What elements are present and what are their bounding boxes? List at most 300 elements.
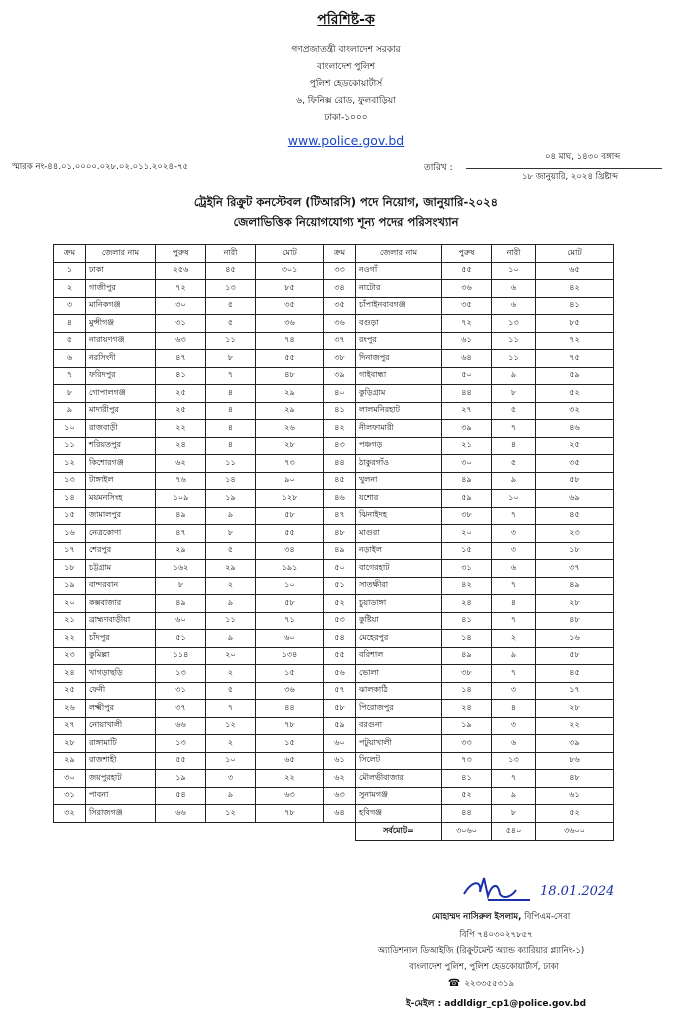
cell-serial-2: ৫২ <box>324 595 356 613</box>
table-row <box>54 805 614 823</box>
cell-female-2: ৭ <box>492 612 536 630</box>
cell-female: ৮ <box>206 525 256 543</box>
cell-total: ৩৬ <box>256 682 324 700</box>
cell-district-2: বরগুনা <box>356 717 442 735</box>
cell-female: ১৩ <box>206 280 256 298</box>
phone-number: ২২৩৩৫৫৩১৯ <box>464 979 515 989</box>
cell-district: বান্দরবান <box>86 577 156 595</box>
cell-total-2: ৪৯ <box>536 577 614 595</box>
cell-serial: ৩১ <box>54 787 86 805</box>
cell-male: ৪৯ <box>156 507 206 525</box>
cell-male: ২৫৬ <box>156 262 206 280</box>
table-row <box>54 665 614 683</box>
header-line-address: ৬, ফিনিক্স রোড, ফুলবাড়িয়া <box>296 96 396 106</box>
cell-total: ৭৮ <box>256 805 324 823</box>
cell-district-2: খুলনা <box>356 472 442 490</box>
cell-total-2: ৩২ <box>536 402 614 420</box>
cell-district-2: বগুড়া <box>356 315 442 333</box>
cell-district-2: কুড়িগ্রাম <box>356 385 442 403</box>
cell-female-2: ৮ <box>492 385 536 403</box>
table-row <box>54 437 614 455</box>
cell-serial: ২৬ <box>54 700 86 718</box>
cell-female: ২ <box>206 665 256 683</box>
date-gregorian: ১৮ জানুয়ারি, ২০২৪ খ্রিষ্টাব্দ <box>522 172 618 182</box>
cell-district-2: মৌলভীবাজার <box>356 770 442 788</box>
cell-female: ১১ <box>206 332 256 350</box>
cell-serial-2: ৫৩ <box>324 612 356 630</box>
cell-male: ৫১ <box>156 630 206 648</box>
cell-male: ২৫ <box>156 402 206 420</box>
cell-total-2: ৮৬ <box>536 752 614 770</box>
cell-serial-2: ৬৪ <box>324 805 356 823</box>
phone-icon: ☎ <box>447 978 461 989</box>
table-row <box>54 367 614 385</box>
cell-female: ৫ <box>206 315 256 333</box>
cell-total: ১৯১ <box>256 560 324 578</box>
col-header-serial-2: ক্রম <box>324 245 356 263</box>
signatory-office: বাংলাদেশ পুলিশ, পুলিশ হেডকোয়ার্টার্স, ঢাকা <box>409 962 559 972</box>
cell-male: ৬৩ <box>156 332 206 350</box>
cell-total: ৬০ <box>256 630 324 648</box>
cell-female: ১১ <box>206 612 256 630</box>
table-row <box>54 542 614 560</box>
cell-district: চাঁদপুর <box>86 630 156 648</box>
cell-total: ৪৮ <box>256 367 324 385</box>
cell-serial: ৬ <box>54 350 86 368</box>
cell-male: ৩৭ <box>156 700 206 718</box>
cell-total-2: ৫৯ <box>536 367 614 385</box>
cell-district: শেরপুর <box>86 542 156 560</box>
cell-district: কক্সবাজার <box>86 595 156 613</box>
cell-total-2: ৫৮ <box>536 647 614 665</box>
cell-female-2: ৬ <box>492 735 536 753</box>
cell-male: ২২ <box>156 420 206 438</box>
cell-district: নরসিংদী <box>86 350 156 368</box>
table-row <box>54 280 614 298</box>
cell-total: ২২ <box>256 770 324 788</box>
cell-female: ১৯ <box>206 490 256 508</box>
cell-female-2: ৪ <box>492 700 536 718</box>
cell-female-2: ৩ <box>492 542 536 560</box>
cell-male-2: ৪৯ <box>442 647 492 665</box>
cell-serial: ১১ <box>54 437 86 455</box>
cell-district: মানিকগঞ্জ <box>86 297 156 315</box>
cell-male-2: ২০ <box>442 525 492 543</box>
cell-female-2: ৭ <box>492 507 536 525</box>
cell-district-2: ঝালকাঠি <box>356 682 442 700</box>
cell-serial-2: ৩৫ <box>324 297 356 315</box>
cell-district-2: পঞ্চগড় <box>356 437 442 455</box>
cell-male-2: ২৪ <box>442 700 492 718</box>
total-label: সর্বমোট= <box>356 822 442 840</box>
cell-total: ৫৮ <box>256 595 324 613</box>
cell-total-2: ১৭ <box>536 682 614 700</box>
cell-total-2: ৮৫ <box>536 315 614 333</box>
cell-male-2: ৭৩ <box>442 752 492 770</box>
cell-male-2: ৫০ <box>442 367 492 385</box>
cell-female: ৭ <box>206 700 256 718</box>
cell-female-2: ৫ <box>492 455 536 473</box>
cell-serial-2: ৩৭ <box>324 332 356 350</box>
cell-female: ৩ <box>206 770 256 788</box>
cell-total-2: ২৮ <box>536 700 614 718</box>
cell-serial: ৩২ <box>54 805 86 823</box>
cell-male-2: ৬১ <box>442 332 492 350</box>
cell-male: ৫৪ <box>156 787 206 805</box>
cell-district: কিশোরগঞ্জ <box>86 455 156 473</box>
cell-male-2: ৩৩ <box>442 735 492 753</box>
cell-total-2: ৬৫ <box>536 262 614 280</box>
cell-serial: ১৫ <box>54 507 86 525</box>
cell-female-2: ৬ <box>492 560 536 578</box>
cell-total-2: ৩৫ <box>536 455 614 473</box>
cell-female-2: ৯ <box>492 787 536 805</box>
cell-male-2: ৩৯ <box>442 420 492 438</box>
cell-female-2: ৯ <box>492 472 536 490</box>
cell-total-2: ৫২ <box>536 385 614 403</box>
cell-district: রাজবাড়ী <box>86 420 156 438</box>
cell-serial: ১০ <box>54 420 86 438</box>
cell-serial: ৯ <box>54 402 86 420</box>
cell-total: ৩০১ <box>256 262 324 280</box>
cell-female: ৪ <box>206 437 256 455</box>
cell-female-2: ৩ <box>492 717 536 735</box>
cell-male: ৬৬ <box>156 805 206 823</box>
cell-serial: ১৪ <box>54 490 86 508</box>
table-row <box>54 735 614 753</box>
cell-total: ৬৫ <box>256 752 324 770</box>
cell-female-2: ৮ <box>492 805 536 823</box>
cell-district: গোপালগঞ্জ <box>86 385 156 403</box>
cell-male: ২৪ <box>156 437 206 455</box>
cell-total-2: ২৫ <box>536 437 614 455</box>
cell-serial-2: ৪৬ <box>324 490 356 508</box>
cell-total: ২৯ <box>256 402 324 420</box>
cell-male: ৭২ <box>156 280 206 298</box>
heading-recruitment: ট্রেইনি রিক্রুট কনস্টেবল (টিআরসি) পদে নিয়োগ, জানুয়ারি-২০২৪ <box>193 195 499 209</box>
cell-male-2: ১৯ <box>442 717 492 735</box>
cell-serial: ৭ <box>54 367 86 385</box>
website-link[interactable]: www.police.gov.bd <box>287 133 405 148</box>
table-row <box>54 630 614 648</box>
cell-serial: ২৮ <box>54 735 86 753</box>
cell-serial-2: ৫৪ <box>324 630 356 648</box>
cell-female-2: ৭ <box>492 770 536 788</box>
cell-district-2: রংপুর <box>356 332 442 350</box>
cell-male-2: ২৭ <box>442 402 492 420</box>
cell-male-2: ৩৬ <box>442 280 492 298</box>
date-divider <box>466 168 662 169</box>
cell-serial-2: ৩৮ <box>324 350 356 368</box>
table-row <box>54 490 614 508</box>
cell-total-2: ৪৬ <box>536 420 614 438</box>
cell-district-2: মাগুরা <box>356 525 442 543</box>
cell-district: ব্রাহ্মণবাড়ীয়া <box>86 612 156 630</box>
cell-female: ১২ <box>206 717 256 735</box>
cell-serial-2: ৪৯ <box>324 542 356 560</box>
cell-female: ৪ <box>206 402 256 420</box>
cell-male: ১৩ <box>156 735 206 753</box>
cell-female: ২০ <box>206 647 256 665</box>
cell-male-2: ২৪ <box>442 595 492 613</box>
cell-district-2: যশোর <box>356 490 442 508</box>
signatory-name-text: মোহাম্মদ নাসিরুল ইসলাম, <box>431 912 522 922</box>
cell-district-2: গাইবান্ধা <box>356 367 442 385</box>
signatory-name <box>155 910 692 924</box>
cell-serial-2: ৫৭ <box>324 682 356 700</box>
total-male: ৩০৬০ <box>442 822 492 840</box>
cell-serial: ২৩ <box>54 647 86 665</box>
table-row <box>54 787 614 805</box>
header-line-city: ঢাকা-১০০০ <box>324 113 368 123</box>
cell-female-2: ৯ <box>492 647 536 665</box>
cell-serial-2: ৪১ <box>324 402 356 420</box>
cell-male: ৪৭ <box>156 350 206 368</box>
cell-serial-2: ৫৬ <box>324 665 356 683</box>
cell-district: নোয়াখালী <box>86 717 156 735</box>
cell-total-2: ১৬ <box>536 630 614 648</box>
cell-total: ১৩৪ <box>256 647 324 665</box>
table-row <box>54 455 614 473</box>
signatory-email[interactable]: ই-মেইল : addldigr_cp1@police.gov.bd <box>405 999 587 1009</box>
cell-serial-2: ৪৮ <box>324 525 356 543</box>
cell-serial: ৩ <box>54 297 86 315</box>
cell-female: ১২ <box>206 805 256 823</box>
cell-serial-2: ৪৩ <box>324 437 356 455</box>
cell-serial: ২৯ <box>54 752 86 770</box>
cell-district-2: সুনামগঞ্জ <box>356 787 442 805</box>
cell-district: মাদারীপুর <box>86 402 156 420</box>
cell-male: ৬৬ <box>156 717 206 735</box>
cell-total-2: ৫২ <box>536 805 614 823</box>
cell-district: জামালপুর <box>86 507 156 525</box>
cell-female: ৭ <box>206 367 256 385</box>
cell-district: রাঙ্গামাটি <box>86 735 156 753</box>
cell-female-2: ৭ <box>492 420 536 438</box>
cell-male: ৭৬ <box>156 472 206 490</box>
cell-district-2: পিরোজপুর <box>356 700 442 718</box>
cell-female: ২ <box>206 735 256 753</box>
date-bangla: ০৪ মাঘ, ১৪৩০ বঙ্গাব্দ <box>545 152 621 162</box>
cell-male: ৪৭ <box>156 525 206 543</box>
col-header-serial: ক্রম <box>54 245 86 263</box>
cell-female-2: ৬ <box>492 280 536 298</box>
cell-total-2: ৩৭ <box>536 560 614 578</box>
cell-female-2: ১০ <box>492 262 536 280</box>
cell-male: ৩১ <box>156 315 206 333</box>
table-row <box>54 315 614 333</box>
table-row <box>54 262 614 280</box>
cell-district: খাগড়াছড়ি <box>86 665 156 683</box>
cell-district: পাবনা <box>86 787 156 805</box>
cell-male-2: ৫৯ <box>442 490 492 508</box>
cell-female: ২৯ <box>206 560 256 578</box>
cell-serial-2: ৪৭ <box>324 507 356 525</box>
cell-male-2: ১৪ <box>442 630 492 648</box>
cell-male-2: ৩১ <box>442 560 492 578</box>
cell-male: ৫৫ <box>156 752 206 770</box>
cell-district: ময়মনসিংহ <box>86 490 156 508</box>
cell-total-2: ৪৮ <box>536 612 614 630</box>
table-row <box>54 525 614 543</box>
cell-serial: ৮ <box>54 385 86 403</box>
cell-female: ৯ <box>206 787 256 805</box>
cell-district-2: সিলেট <box>356 752 442 770</box>
cell-female-2: ৩ <box>492 525 536 543</box>
cell-serial: ২৫ <box>54 682 86 700</box>
office-header <box>0 42 692 127</box>
vacancy-table <box>53 244 614 841</box>
cell-female-2: ৫ <box>492 402 536 420</box>
cell-serial-2: ৪৫ <box>324 472 356 490</box>
cell-serial: ১৬ <box>54 525 86 543</box>
cell-district-2: সাতক্ষীরা <box>356 577 442 595</box>
header-line-hq: পুলিশ হেডকোয়ার্টার্স <box>309 79 383 89</box>
cell-district-2: বরিশাল <box>356 647 442 665</box>
cell-female: ৫ <box>206 297 256 315</box>
table-row <box>54 717 614 735</box>
cell-male-2: ৪১ <box>442 612 492 630</box>
col-header-total: মোট <box>256 245 324 263</box>
cell-total: ১২৮ <box>256 490 324 508</box>
cell-district-2: পটুয়াখালী <box>356 735 442 753</box>
cell-serial: ১ <box>54 262 86 280</box>
table-header-row <box>54 245 614 263</box>
signature-date: 18.01.2024 <box>540 884 615 899</box>
cell-serial-2: ৪০ <box>324 385 356 403</box>
cell-serial: ২১ <box>54 612 86 630</box>
cell-total: ৫৮ <box>256 507 324 525</box>
cell-district: ঢাকা <box>86 262 156 280</box>
table-row <box>54 332 614 350</box>
col-header-district: জেলার নাম <box>86 245 156 263</box>
cell-male-2: ২১ <box>442 437 492 455</box>
col-header-female-2: নারী <box>492 245 536 263</box>
cell-serial: ১৩ <box>54 472 86 490</box>
cell-total: ৭৪ <box>256 332 324 350</box>
cell-serial-2: ৪২ <box>324 420 356 438</box>
cell-female: ৫ <box>206 542 256 560</box>
cell-serial-2: ৩৩ <box>324 262 356 280</box>
cell-serial-2: ৫৮ <box>324 700 356 718</box>
cell-serial-2: ৬২ <box>324 770 356 788</box>
cell-male: ৮ <box>156 577 206 595</box>
cell-district-2: কুষ্টিয়া <box>356 612 442 630</box>
cell-female: ৪ <box>206 385 256 403</box>
cell-female: ৯ <box>206 507 256 525</box>
cell-district-2: ঝিনাইদহ <box>356 507 442 525</box>
cell-female-2: ৯ <box>492 367 536 385</box>
cell-female-2: ৩ <box>492 682 536 700</box>
cell-female: ৪৫ <box>206 262 256 280</box>
signatory-phone <box>135 977 692 991</box>
cell-female: ৫ <box>206 682 256 700</box>
cell-serial: ৩০ <box>54 770 86 788</box>
table-row <box>54 297 614 315</box>
cell-district-2: চাঁপাইনবাবগঞ্জ <box>356 297 442 315</box>
signatory-bp: বিপি ৭৪০৩০২৭৮৫৭ <box>459 930 533 940</box>
cell-total: ১৫ <box>256 735 324 753</box>
cell-male-2: ৩৮ <box>442 665 492 683</box>
cell-total-2: ২৩ <box>536 525 614 543</box>
cell-male-2: ৪৯ <box>442 472 492 490</box>
cell-district: শরিয়তপুর <box>86 437 156 455</box>
table-row <box>54 770 614 788</box>
cell-serial: ১৭ <box>54 542 86 560</box>
cell-serial: ২০ <box>54 595 86 613</box>
cell-female-2: ৪ <box>492 437 536 455</box>
total-row <box>54 822 614 840</box>
cell-male-2: ৬৪ <box>442 350 492 368</box>
cell-total-2: ৩৯ <box>536 735 614 753</box>
col-header-female: নারী <box>206 245 256 263</box>
cell-district: লক্ষ্মীপুর <box>86 700 156 718</box>
cell-male-2: ৪২ <box>442 577 492 595</box>
cell-district: কুমিল্লা <box>86 647 156 665</box>
cell-female-2: ১৩ <box>492 752 536 770</box>
memo-number: স্মারক নং-৪৪.০১.০০০০.০২৮.০২.০১১.২০২৪-৭৫ <box>12 162 189 172</box>
col-header-male: পুরুষ <box>156 245 206 263</box>
cell-district-2: বাগেরহাট <box>356 560 442 578</box>
cell-female-2: ১১ <box>492 350 536 368</box>
cell-female: ৯ <box>206 630 256 648</box>
cell-male-2: ৫৫ <box>442 262 492 280</box>
cell-male: ৪১ <box>156 367 206 385</box>
heading-vacancy-stats: জেলাভিত্তিক নিয়োগযোগ্য শূন্য পদের পরিসংখ্যান <box>233 215 459 229</box>
document-title: পরিশিষ্ট-ক <box>317 12 375 28</box>
signatory-service: বিপিএম-সেবা <box>524 912 571 922</box>
cell-serial: ৫ <box>54 332 86 350</box>
cell-district: রাজশাহী <box>86 752 156 770</box>
cell-total-2: ৫৮ <box>536 472 614 490</box>
cell-district-2: নীলফামারী <box>356 420 442 438</box>
cell-serial: ১২ <box>54 455 86 473</box>
cell-serial-2: ৫১ <box>324 577 356 595</box>
table-row <box>54 350 614 368</box>
cell-female-2: ৭ <box>492 577 536 595</box>
signatory-designation: অ্যাডিশনাল ডিআইজি (রিক্রুটমেন্ট অ্যান্ড ক্যারিয়ার প্ল্যানিং-১) <box>377 946 585 956</box>
table-body <box>54 262 614 822</box>
cell-district: ফেনী <box>86 682 156 700</box>
cell-total: ১৫ <box>256 665 324 683</box>
cell-total: ৩৬ <box>256 315 324 333</box>
cell-district: সিরাজগঞ্জ <box>86 805 156 823</box>
cell-total-2: ১৮ <box>536 542 614 560</box>
cell-female: ১১ <box>206 455 256 473</box>
cell-serial-2: ৬৩ <box>324 787 356 805</box>
cell-serial: ২৪ <box>54 665 86 683</box>
table-row <box>54 700 614 718</box>
cell-total: ৩৫ <box>256 297 324 315</box>
cell-district-2: মেহেরপুর <box>356 630 442 648</box>
cell-total: ৫৫ <box>256 525 324 543</box>
cell-male: ৬০ <box>156 612 206 630</box>
cell-male: ১১৪ <box>156 647 206 665</box>
cell-total: ৪৪ <box>256 700 324 718</box>
cell-total-2: ৪৫ <box>536 507 614 525</box>
date-label: তারিখ : <box>424 163 453 173</box>
cell-female-2: ২ <box>492 630 536 648</box>
cell-district: চট্টগ্রাম <box>86 560 156 578</box>
cell-male: ৪৯ <box>156 595 206 613</box>
cell-male: ২৯ <box>156 542 206 560</box>
cell-total: ৭৩ <box>256 455 324 473</box>
cell-total-2: ৪১ <box>536 297 614 315</box>
table-row <box>54 420 614 438</box>
cell-male-2: ৪৪ <box>442 805 492 823</box>
cell-serial-2: ৬০ <box>324 735 356 753</box>
table-row <box>54 595 614 613</box>
